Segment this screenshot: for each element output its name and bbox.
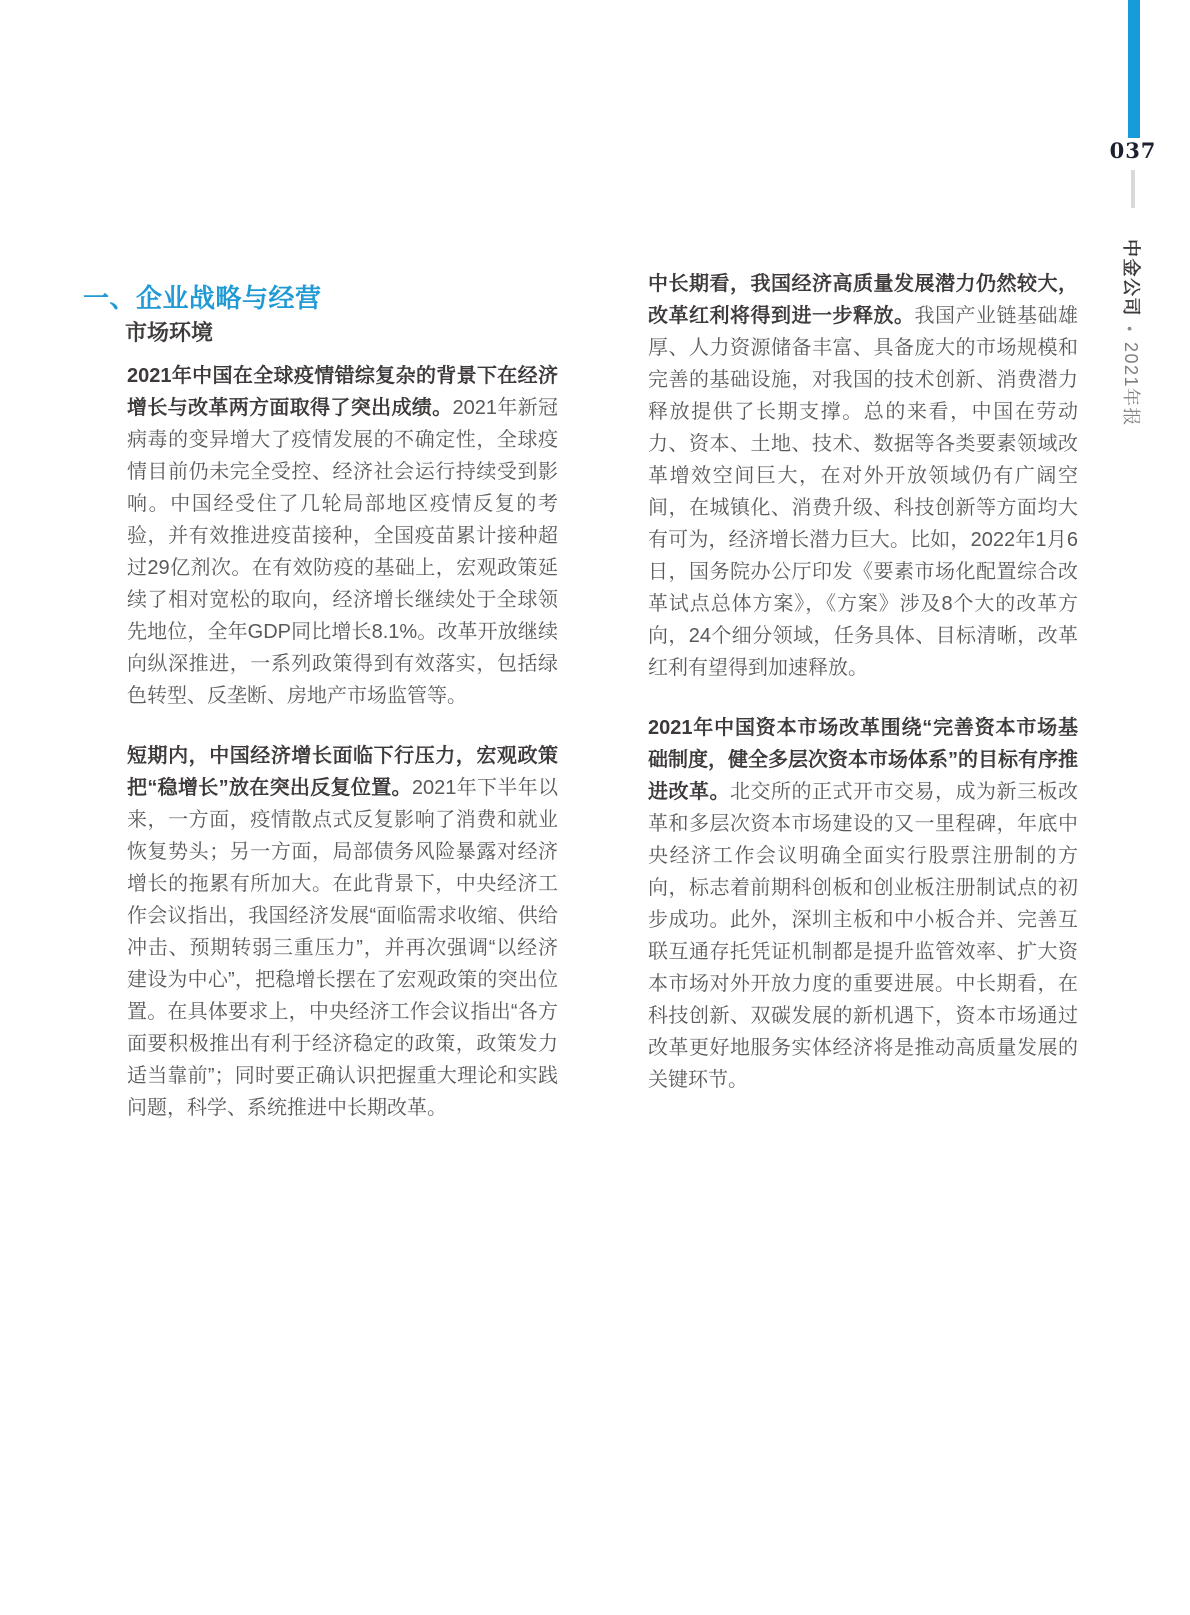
report-edition: 2021年报 <box>1121 341 1141 427</box>
paragraph-lead: 中长期看，我国经济高质量发展潜力仍然较大，改革红利将得到进一步释放。 <box>648 273 1078 327</box>
sub-heading: 市场环境 <box>125 320 214 345</box>
section-heading: 一、企业战略与经营 <box>83 283 322 313</box>
right-column <box>648 268 1078 1096</box>
paragraph-body: 北交所的正式开市交易，成为新三板改革和多层次资本市场建设的又一里程碑，年底中央经济工作会议明确全面实行股票注册制的方向，标志着前期科创板和创业板注册制试点的初步成功。此外，深圳主板和中小板合并、完善互联互通存托凭证机制都是提升监管效率、扩大资本市场对外开放力度的重要进展。中长期看，在科技创新、双碳发展的新机遇下，资本市场通过改革更好地服务实体经济将是推动高质量发展的关键环节。 <box>648 781 1078 1091</box>
paragraph-lead: 短期内，中国经济增长面临下行压力，宏观政策把“稳增长”放在突出反复位置。 <box>127 745 558 799</box>
paragraph-short-term-pressure <box>127 740 558 1124</box>
paragraph-body: 我国产业链基础雄厚、人力资源储备丰富、具备庞大的市场规模和完善的基础设施，对我国的技术创新、消费潜力释放提供了长期支撑。总的来看，中国在劳动力、资本、土地、技术、数据等各类要素领域改革增效空间巨大，在对外开放领域仍有广阔空间，在城镇化、消费升级、科技创新等方面均大有可为，经济增长潜力巨大。比如，2022年1月6日，国务院办公厅印发《要素市场化配置综合改革试点总体方案》，《方案》涉及8个大的改革方向，24个细分领域，任务具体、目标清晰，改革红利有望得到加速释放。 <box>648 305 1078 679</box>
paragraph-body: 2021年下半年以来，一方面，疫情散点式反复影响了消费和就业恢复势头；另一方面，局部债务风险暴露对经济增长的拖累有所加大。在此背景下，中央经济工作会议指出，我国经济发展“面临需求收缩、供给冲击、预期转弱三重压力”，并再次强调“以经济建设为中心”，把稳增长摆在了宏观政策的突出位置。在具体要求上，中央经济工作会议指出“各方面要积极推出有利于经济稳定的政策，政策发力适当靠前”；同时要正确认识把握重大理论和实践问题，科学、系统推进中长期改革。 <box>127 777 558 1119</box>
vertical-caption <box>1119 239 1145 427</box>
paragraph-lead: 2021年中国在全球疫情错综复杂的背景下在经济增长与改革两方面取得了突出成绩。 <box>127 365 558 419</box>
paragraph-lead: 2021年中国资本市场改革围绕“完善资本市场基础制度，健全多层次资本市场体系”的目标有序推进改革。 <box>648 717 1078 803</box>
separator-dot-icon: ● <box>1125 326 1135 333</box>
paragraph-market-performance <box>127 360 558 712</box>
accent-bar <box>1128 0 1140 138</box>
page-number-divider <box>1131 170 1135 208</box>
paragraph-body: 2021年新冠病毒的变异增大了疫情发展的不确定性，全球疫情目前仍未完全受控、经济社会运行持续受到影响。中国经受住了几轮局部地区疫情反复的考验，并有效推进疫苗接种，全国疫苗累计接种超过29亿剂次。在有效防疫的基础上，宏观政策延续了相对宽松的取向，经济增长继续处于全球领先地位，全年GDP同比增长8.1%。改革开放继续向纵深推进，一系列政策得到有效落实，包括绿色转型、反垄断、房地产市场监管等。 <box>127 397 559 707</box>
page-number: 037 <box>1109 138 1157 163</box>
left-column <box>127 360 558 1124</box>
company-name: 中金公司 <box>1121 239 1141 317</box>
paragraph-long-term-potential <box>648 268 1078 684</box>
paragraph-capital-market-reform <box>648 712 1078 1096</box>
